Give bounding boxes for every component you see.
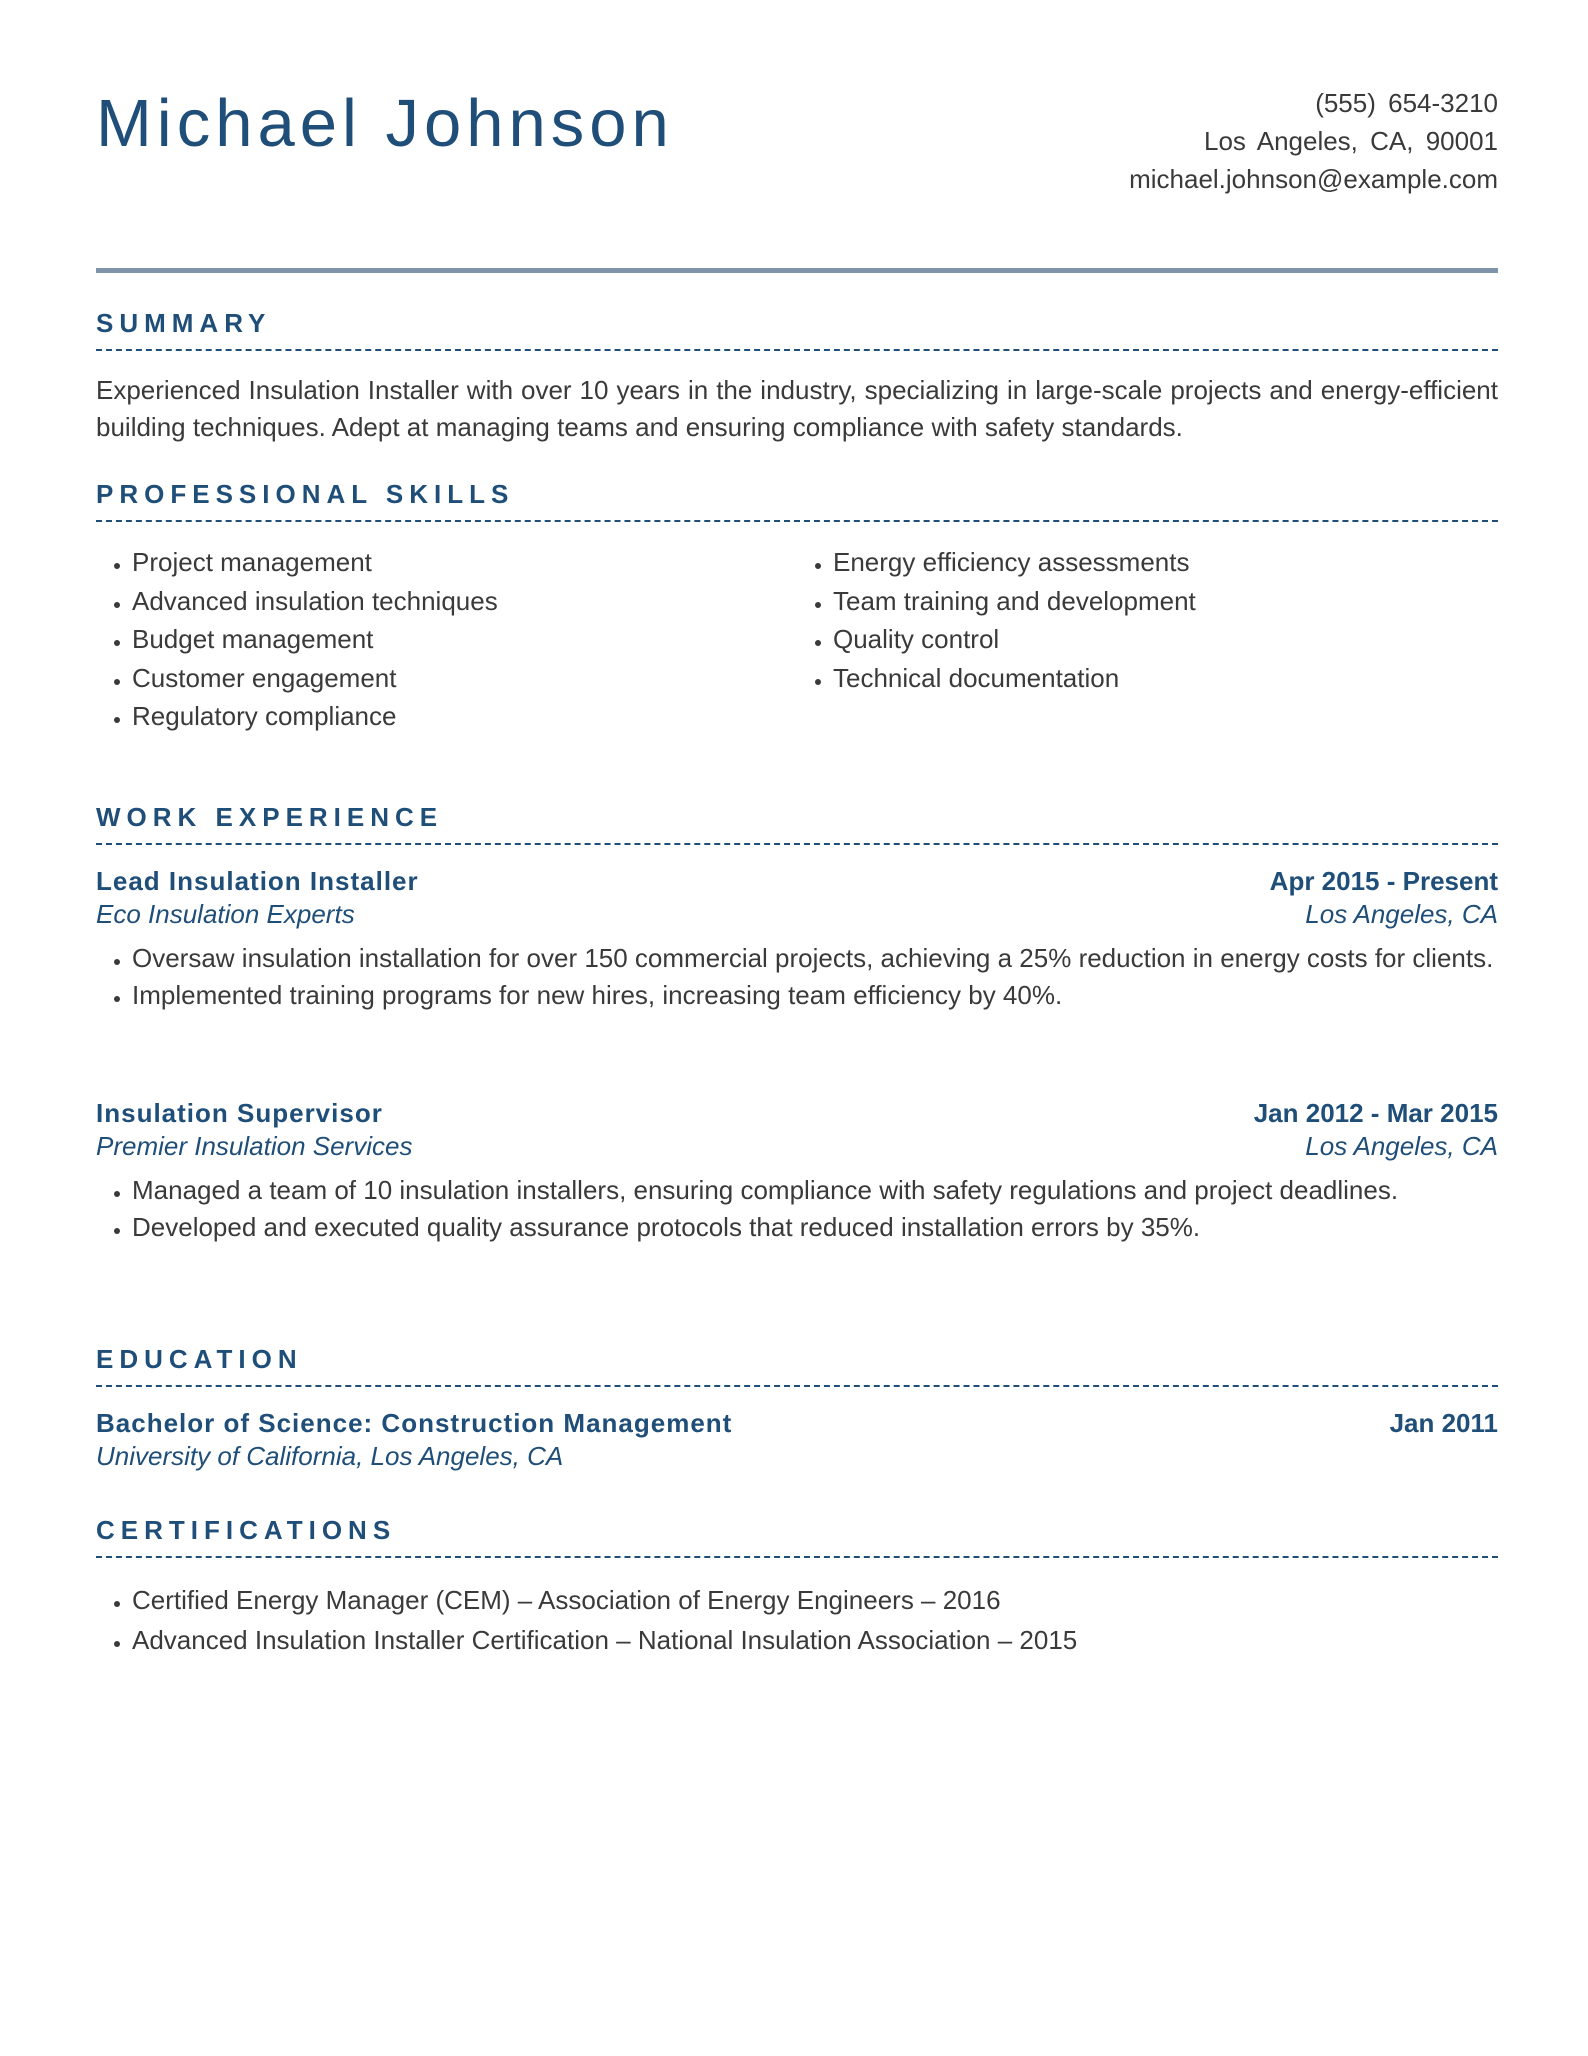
- skill-item: • Team training and development: [833, 582, 1498, 621]
- skill-item: • Technical documentation: [833, 659, 1498, 698]
- header-divider: [96, 268, 1498, 273]
- job-bullet: • Managed a team of 10 insulation installers, ensuring compliance with safety regulations and project deadlines.: [132, 1172, 1498, 1209]
- skills-heading: PROFESSIONAL SKILLS: [96, 479, 1498, 522]
- company-name: Eco Insulation Experts: [96, 899, 355, 929]
- skill-item: • Quality control: [833, 620, 1498, 659]
- certification-item: • Certified Energy Manager (CEM) – Association of Energy Engineers – 2016: [132, 1580, 1498, 1620]
- skill-item: • Advanced insulation techniques: [132, 582, 797, 621]
- job-location: Los Angeles, CA: [1305, 1131, 1498, 1161]
- resume-page: [96, 0, 1498, 1655]
- certifications-heading: CERTIFICATIONS: [96, 1515, 1498, 1558]
- skills-column-left: [96, 543, 797, 736]
- skills-list: [96, 543, 1498, 736]
- job-title: Insulation Supervisor: [96, 1098, 383, 1128]
- job-dates: Apr 2015 - Present: [1269, 866, 1498, 896]
- resume-header: [96, 0, 1498, 270]
- summary-heading: SUMMARY: [96, 308, 1498, 351]
- phone-number: (555) 654-3210: [1315, 88, 1498, 118]
- skill-item: • Energy efficiency assessments: [833, 543, 1498, 582]
- contact-info: [1129, 84, 1498, 198]
- school-name: University of California, Los Angeles, CA: [96, 1441, 564, 1471]
- job-bullets: [96, 1172, 1498, 1246]
- skill-item: • Project management: [132, 543, 797, 582]
- job-bullet: • Developed and executed quality assurance protocols that reduced installation errors by 35%.: [132, 1209, 1498, 1246]
- skill-item: • Customer engagement: [132, 659, 797, 698]
- certifications-list: [96, 1580, 1498, 1660]
- education-entry: [96, 1408, 1498, 1472]
- certification-item: • Advanced Insulation Installer Certification – National Insulation Association – 2015: [132, 1620, 1498, 1660]
- address: Los Angeles, CA, 90001: [1204, 126, 1498, 156]
- company-name: Premier Insulation Services: [96, 1131, 413, 1161]
- candidate-name: Michael Johnson: [96, 86, 674, 161]
- skill-item: • Budget management: [132, 620, 797, 659]
- email-address: michael.johnson@example.com: [1129, 164, 1498, 194]
- skill-item: • Regulatory compliance: [132, 697, 797, 736]
- job-entry-supervisor: [96, 1098, 1498, 1246]
- job-bullet: • Oversaw insulation installation for over 150 commercial projects, achieving a 25% reduction in energy costs for clients.: [132, 940, 1498, 977]
- job-dates: Jan 2012 - Mar 2015: [1253, 1098, 1498, 1128]
- job-bullets: [96, 940, 1498, 1014]
- summary-text: Experienced Insulation Installer with over 10 years in the industry, specializing in large-scale projects and energy-efficient building techniques. Adept at managing teams and ensuring compliance with safety standards.: [96, 375, 1498, 442]
- job-entry-lead-installer: [96, 866, 1498, 1014]
- degree: Bachelor of Science: Construction Management: [96, 1408, 733, 1438]
- job-title: Lead Insulation Installer: [96, 866, 419, 896]
- education-heading: EDUCATION: [96, 1344, 1498, 1387]
- experience-heading: WORK EXPERIENCE: [96, 802, 1498, 845]
- skills-column-right: [797, 543, 1498, 736]
- job-location: Los Angeles, CA: [1305, 899, 1498, 929]
- job-bullet: • Implemented training programs for new hires, increasing team efficiency by 40%.: [132, 977, 1498, 1014]
- graduation-date: Jan 2011: [1389, 1408, 1498, 1438]
